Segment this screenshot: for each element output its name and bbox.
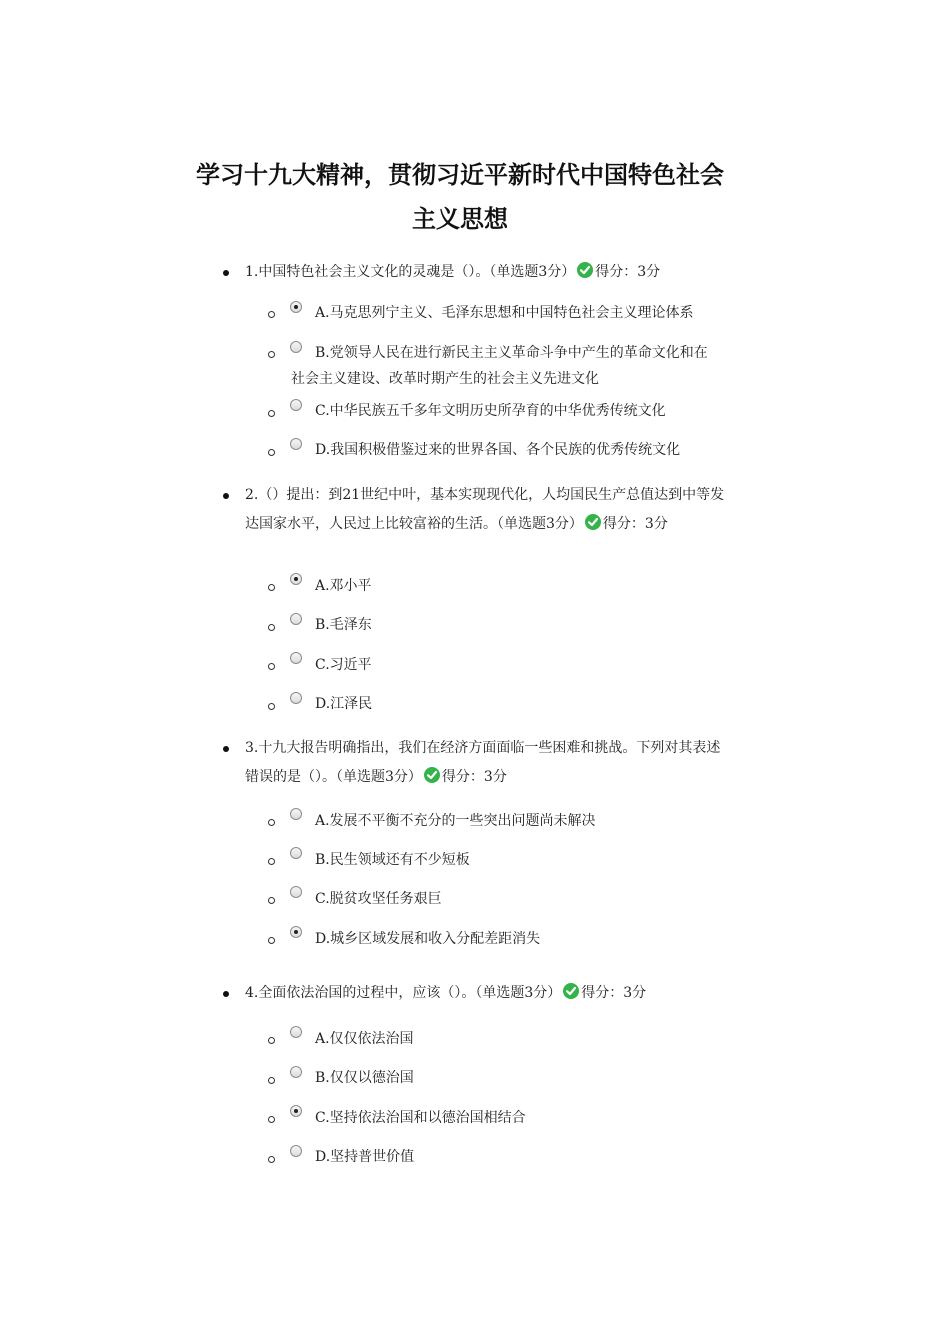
check-icon — [424, 767, 440, 783]
question-text: 4.全面依法治国的过程中，应该（）。（单选题3分） — [245, 985, 562, 1001]
radio-button[interactable] — [290, 1105, 302, 1117]
radio-button[interactable] — [290, 808, 302, 820]
question-1 — [245, 258, 725, 287]
option-label: D.江泽民 — [315, 696, 373, 712]
radio-button[interactable] — [290, 301, 302, 313]
option-label: B.仅仅以德治国 — [315, 1070, 414, 1086]
option-circle-bullet — [268, 311, 275, 318]
option-label: C.脱贫攻坚任务艰巨 — [315, 891, 442, 907]
question-bullet — [223, 493, 229, 499]
option-label: C.中华民族五千多年文明历史所孕育的中华优秀传统文化 — [315, 403, 666, 419]
option-label: A.仅仅依法治国 — [315, 1031, 414, 1047]
score-label: 得分：3分 — [441, 769, 507, 785]
question-text: 2.（）提出：到21世纪中叶，基本实现现代化，人均国民生产总值达到中等发达国家水平，人民过上比较富裕的生活。（单选题3分） — [245, 487, 725, 532]
check-icon — [577, 262, 593, 278]
radio-button[interactable] — [290, 438, 302, 450]
radio-button[interactable] — [290, 1145, 302, 1157]
radio-button[interactable] — [290, 1066, 302, 1078]
radio-button[interactable] — [290, 1026, 302, 1038]
option-label: B.民生领域还有不少短板 — [315, 852, 470, 868]
question-text: 1.中国特色社会主义文化的灵魂是（）。（单选题3分） — [245, 264, 576, 280]
radio-button[interactable] — [290, 886, 302, 898]
question-bullet — [223, 270, 229, 276]
option-label: A.马克思列宁主义、毛泽东思想和中国特色社会主义理论体系 — [315, 305, 694, 321]
option-circle-bullet — [268, 663, 275, 670]
question-bullet — [223, 746, 229, 752]
option-label: C.坚持依法治国和以德治国相结合 — [315, 1110, 526, 1126]
option-circle-bullet — [268, 1037, 275, 1044]
option-label: D.城乡区域发展和收入分配差距消失 — [315, 931, 541, 947]
question-3 — [245, 734, 725, 792]
option-circle-bullet — [268, 897, 275, 904]
option-circle-bullet — [268, 703, 275, 710]
option-label: A.邓小平 — [315, 578, 372, 594]
option-label: B.党领导人民在进行新民主主义革命斗争中产生的革命文化和在社会主义建设、改革时期产生的社会主义先进文化 — [291, 345, 708, 387]
option-label: B.毛泽东 — [315, 617, 372, 633]
option-circle-bullet — [268, 351, 275, 358]
option-circle-bullet — [268, 624, 275, 631]
option-circle-bullet — [268, 1156, 275, 1163]
check-icon — [585, 514, 601, 530]
option-label: D.我国积极借鉴过来的世界各国、各个民族的优秀传统文化 — [315, 442, 681, 458]
option-circle-bullet — [268, 937, 275, 944]
option-label: A.发展不平衡不充分的一些突出问题尚未解决 — [315, 813, 596, 829]
score-label: 得分：3分 — [602, 516, 668, 532]
score-label: 得分：3分 — [595, 264, 661, 280]
question-bullet — [223, 991, 229, 997]
score-label: 得分：3分 — [581, 985, 647, 1001]
option-circle-bullet — [268, 858, 275, 865]
option-label: C.习近平 — [315, 657, 372, 673]
option-circle-bullet — [268, 449, 275, 456]
radio-button[interactable] — [290, 692, 302, 704]
option-circle-bullet — [268, 1116, 275, 1123]
radio-button[interactable] — [290, 652, 302, 664]
option-circle-bullet — [268, 584, 275, 591]
radio-button[interactable] — [290, 926, 302, 938]
option-circle-bullet — [268, 410, 275, 417]
question-text: 3.十九大报告明确指出，我们在经济方面面临一些困难和挑战。下列对其表述错误的是（）。（单选题3分） — [245, 740, 721, 785]
radio-button[interactable] — [290, 573, 302, 585]
option-circle-bullet — [268, 1077, 275, 1084]
check-icon — [563, 983, 579, 999]
radio-button[interactable] — [290, 613, 302, 625]
question-2 — [245, 481, 725, 539]
radio-button[interactable] — [290, 847, 302, 859]
option-label: D.坚持普世价值 — [315, 1149, 415, 1165]
page-title: 学习十九大精神，贯彻习近平新时代中国特色社会主义思想 — [196, 161, 724, 233]
radio-button[interactable] — [290, 399, 302, 411]
question-4 — [245, 979, 725, 1008]
option-circle-bullet — [268, 819, 275, 826]
